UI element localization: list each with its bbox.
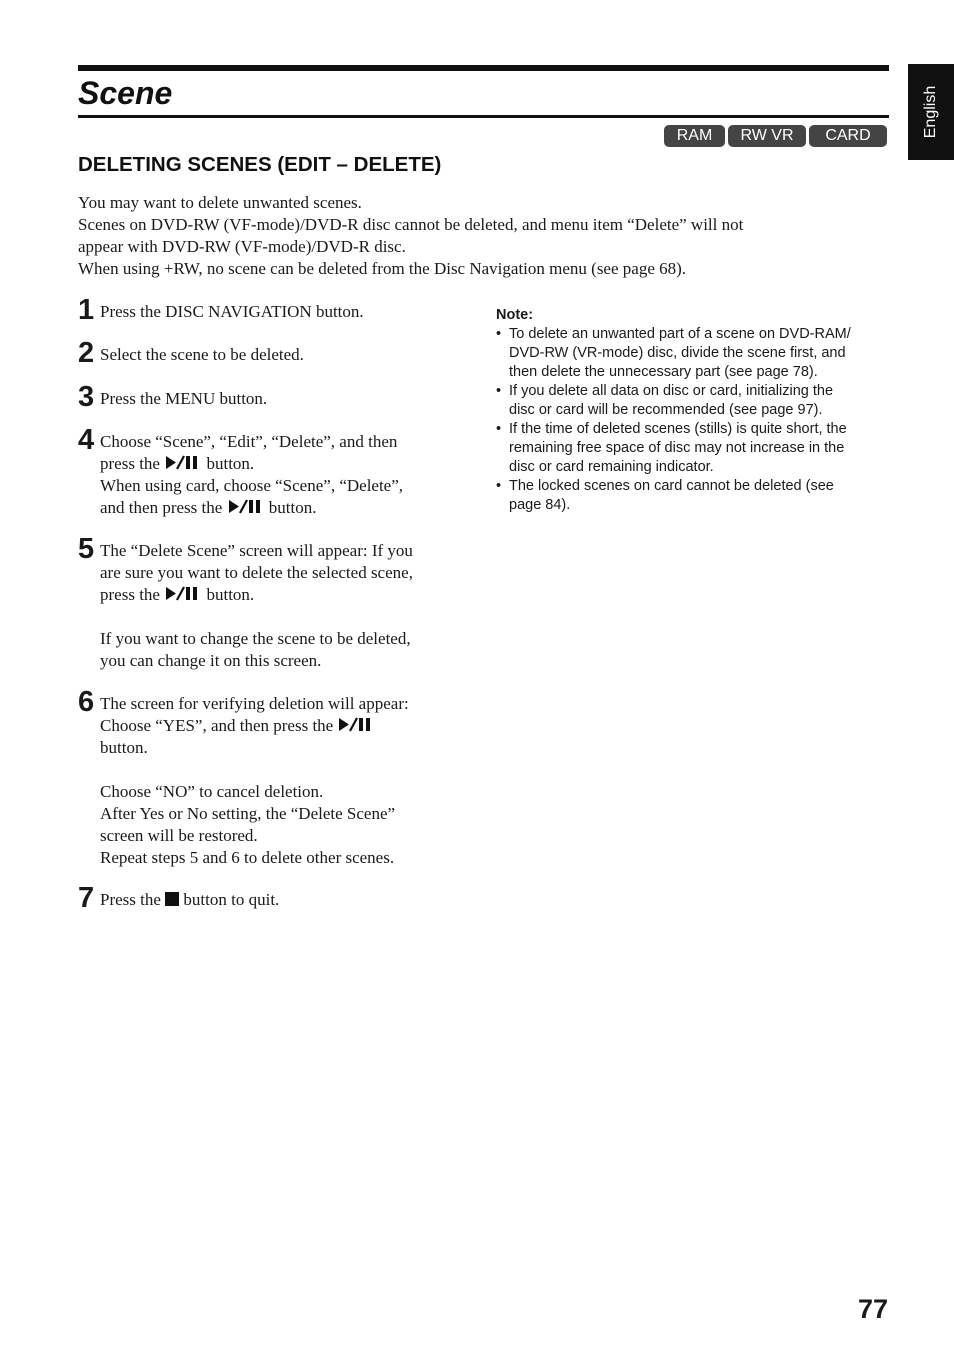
play-pause-icon	[227, 499, 265, 514]
step-text: button.	[206, 585, 255, 604]
badge-ram: RAM	[664, 125, 725, 147]
note-title: Note:	[496, 307, 534, 323]
step-text: Press the	[100, 890, 161, 909]
step-number: 6	[78, 686, 95, 718]
step-text: The screen for verifying deletion will appear:	[100, 694, 409, 713]
note-item: • To delete an unwanted part of a scene on DVD-RAM/ DVD-RW (VR-mode) disc, divide the scene first, and then delete the unnecessary part (see page 78).	[496, 325, 896, 382]
note-box	[496, 305, 896, 515]
note-line: DVD-RW (VR-mode) disc, divide the scene first, and	[509, 345, 846, 361]
note-line: The locked scenes on card cannot be deleted (see	[509, 478, 834, 494]
step-text: After Yes or No setting, the “Delete Scene”	[100, 804, 396, 823]
play-pause-icon	[164, 586, 202, 601]
intro-line: You may want to delete unwanted scenes.	[78, 193, 362, 212]
intro-line: appear with DVD-RW (VF-mode)/DVD-R disc.	[78, 237, 406, 256]
note-item: • If you delete all data on disc or card, initializing the disc or card will be recommended (see page 97).	[496, 382, 896, 420]
play-pause-icon	[337, 717, 375, 732]
intro-line: Scenes on DVD-RW (VF-mode)/DVD-R disc cannot be deleted, and menu item “Delete” will not	[78, 215, 744, 234]
step-text: button.	[100, 738, 148, 757]
note-line: remaining free space of disc may not increase in the	[509, 440, 845, 456]
step-text: button.	[268, 498, 317, 517]
step-text: Press the MENU button.	[100, 389, 268, 408]
note-item: • If the time of deleted scenes (stills) is quite short, the remaining free space of disc may not increase in the disc or card remaining indicator.	[496, 420, 896, 477]
note-line: disc or card will be recommended (see page 97).	[509, 402, 823, 418]
stop-icon	[165, 892, 179, 906]
page-number: 77	[857, 1294, 888, 1324]
step-text: button.	[206, 454, 255, 473]
step-text: and then press the	[100, 498, 223, 517]
intro-line: When using +RW, no scene can be deleted from the Disc Navigation menu (see page 68).	[78, 259, 687, 278]
note-line: then delete the unnecessary part (see page 78).	[509, 364, 818, 380]
step-number: 4	[78, 424, 95, 456]
step-text: are sure you want to delete the selected scene,	[100, 563, 413, 582]
step-text: Repeat steps 5 and 6 to delete other scenes.	[100, 848, 395, 867]
step-text: If you want to change the scene to be deleted,	[100, 629, 411, 648]
step-number: 7	[78, 882, 95, 914]
step-number: 5	[78, 533, 95, 565]
top-rule	[78, 65, 889, 71]
step-text: When using card, choose “Scene”, “Delete”,	[100, 476, 404, 495]
step-text: screen will be restored.	[100, 826, 258, 845]
step-text: press the	[100, 454, 160, 473]
page-title: Scene	[78, 75, 173, 111]
step-number: 3	[78, 381, 95, 413]
note-line: page 84).	[509, 497, 571, 513]
step-text: Choose “YES”, and then press the	[100, 716, 334, 735]
step-text: Choose “NO” to cancel deletion.	[100, 782, 324, 801]
intro-paragraph	[78, 192, 878, 280]
note-line: If you delete all data on disc or card, initializing the	[509, 383, 834, 399]
step-number: 2	[78, 337, 95, 369]
badge-card: CARD	[809, 125, 887, 147]
step-text: press the	[100, 585, 160, 604]
language-tab-label: English	[922, 85, 940, 139]
step-number: 1	[78, 294, 95, 326]
note-item: • The locked scenes on card cannot be deleted (see page 84).	[496, 477, 896, 515]
section-heading: DELETING SCENES (EDIT – DELETE)	[78, 153, 442, 176]
badge-rw-vr: RW VR	[728, 125, 806, 147]
note-line: To delete an unwanted part of a scene on DVD-RAM/	[509, 326, 851, 342]
language-tab	[908, 64, 954, 160]
step-text: button to quit.	[183, 890, 280, 909]
note-list	[496, 325, 896, 515]
step-text: Press the DISC NAVIGATION button.	[100, 302, 364, 321]
step-text: you can change it on this screen.	[100, 651, 322, 670]
play-pause-icon	[164, 455, 202, 470]
title-rule	[78, 115, 889, 118]
step-text: Select the scene to be deleted.	[100, 345, 304, 364]
step-text: Choose “Scene”, “Edit”, “Delete”, and then	[100, 432, 398, 451]
media-badges	[664, 125, 887, 147]
note-line: If the time of deleted scenes (stills) is quite short, the	[509, 421, 847, 437]
note-line: disc or card remaining indicator.	[509, 459, 714, 475]
step-text: The “Delete Scene” screen will appear: If you	[100, 541, 413, 560]
